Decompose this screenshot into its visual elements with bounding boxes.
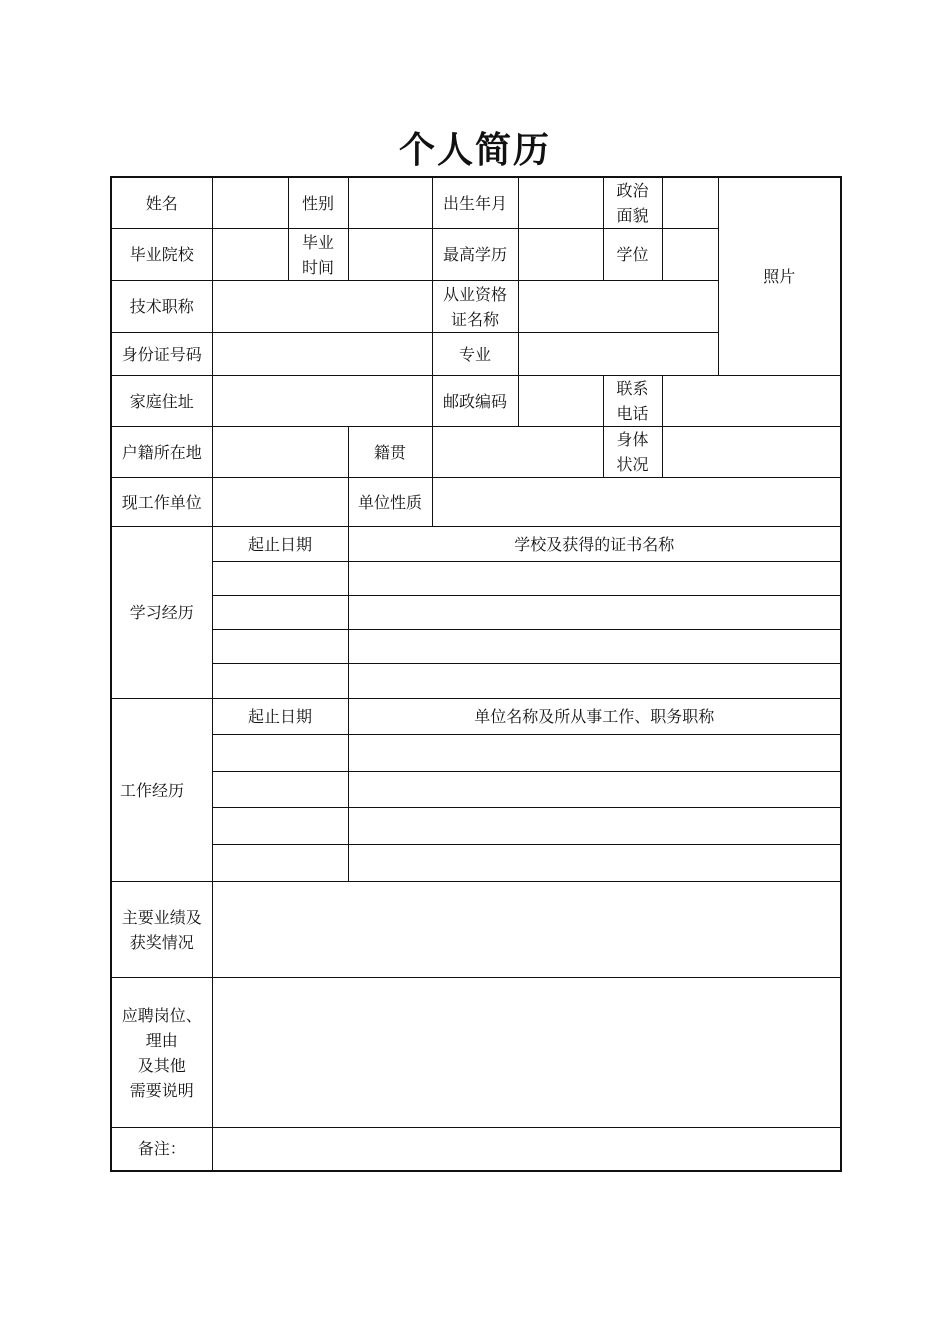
study-content-cell[interactable] xyxy=(348,596,841,630)
phone-field[interactable] xyxy=(662,376,841,427)
study-date-cell[interactable] xyxy=(212,596,348,630)
health-label: 身体 状况 xyxy=(603,427,662,478)
education-field[interactable] xyxy=(518,229,603,281)
work-content-cell[interactable] xyxy=(348,772,841,808)
id-number-field[interactable] xyxy=(212,333,432,376)
qualification-label: 从业资格 证名称 xyxy=(432,281,518,333)
gender-field[interactable] xyxy=(348,177,432,229)
native-place-label: 籍贯 xyxy=(348,427,432,478)
postcode-label: 邮政编码 xyxy=(432,376,518,427)
application-label: 应聘岗位、 理由 及其他 需要说明 xyxy=(111,978,212,1128)
major-field[interactable] xyxy=(518,333,718,376)
employer-field[interactable] xyxy=(212,478,348,527)
remarks-label: 备注： xyxy=(111,1128,212,1171)
work-date-cell[interactable] xyxy=(212,772,348,808)
political-status-label: 政治 面貌 xyxy=(603,177,662,229)
id-number-label: 身份证号码 xyxy=(111,333,212,376)
employer-label: 现工作单位 xyxy=(111,478,212,527)
achievements-field[interactable] xyxy=(212,882,841,978)
employer-type-label: 单位性质 xyxy=(348,478,432,527)
address-field[interactable] xyxy=(212,376,432,427)
name-field[interactable] xyxy=(212,177,288,229)
degree-field[interactable] xyxy=(662,229,718,281)
study-content-header: 学校及获得的证书名称 xyxy=(348,527,841,562)
employer-type-field[interactable] xyxy=(432,478,841,527)
school-label: 毕业院校 xyxy=(111,229,212,281)
birth-label: 出生年月 xyxy=(432,177,518,229)
health-field[interactable] xyxy=(662,427,841,478)
work-content-cell[interactable] xyxy=(348,735,841,772)
achievements-label: 主要业绩及 获奖情况 xyxy=(111,882,212,978)
remarks-field[interactable] xyxy=(212,1128,841,1171)
resume-form-table xyxy=(110,176,842,1172)
qualification-field[interactable] xyxy=(518,281,718,333)
education-label: 最高学历 xyxy=(432,229,518,281)
work-date-cell[interactable] xyxy=(212,808,348,845)
work-content-cell[interactable] xyxy=(348,845,841,882)
study-date-header: 起止日期 xyxy=(212,527,348,562)
study-content-cell[interactable] xyxy=(348,562,841,596)
major-label: 专业 xyxy=(432,333,518,376)
study-content-cell[interactable] xyxy=(348,664,841,699)
study-history-label: 学习经历 xyxy=(111,527,212,699)
political-status-field[interactable] xyxy=(662,177,718,229)
study-date-cell[interactable] xyxy=(212,630,348,664)
study-date-cell[interactable] xyxy=(212,562,348,596)
gender-label: 性别 xyxy=(288,177,348,229)
photo-label: 照片 xyxy=(763,267,796,286)
page-title: 个人简历 xyxy=(398,129,551,171)
hukou-field[interactable] xyxy=(212,427,348,478)
technical-title-field[interactable] xyxy=(212,281,432,333)
address-label: 家庭住址 xyxy=(111,376,212,427)
work-date-cell[interactable] xyxy=(212,735,348,772)
native-place-field[interactable] xyxy=(432,427,603,478)
study-content-cell[interactable] xyxy=(348,630,841,664)
name-label: 姓名 xyxy=(111,177,212,229)
work-content-header: 单位名称及所从事工作、职务职称 xyxy=(348,699,841,735)
work-history-label: 工作经历 xyxy=(111,699,212,882)
work-date-header: 起止日期 xyxy=(212,699,348,735)
work-date-cell[interactable] xyxy=(212,845,348,882)
work-content-cell[interactable] xyxy=(348,808,841,845)
graduation-time-field[interactable] xyxy=(348,229,432,281)
phone-label: 联系 电话 xyxy=(603,376,662,427)
degree-label: 学位 xyxy=(603,229,662,281)
graduation-time-label: 毕业 时间 xyxy=(288,229,348,281)
application-field[interactable] xyxy=(212,978,841,1128)
postcode-field[interactable] xyxy=(518,376,603,427)
photo-box[interactable] xyxy=(718,177,841,376)
school-field[interactable] xyxy=(212,229,288,281)
study-date-cell[interactable] xyxy=(212,664,348,699)
birth-field[interactable] xyxy=(518,177,603,229)
technical-title-label: 技术职称 xyxy=(111,281,212,333)
hukou-label: 户籍所在地 xyxy=(111,427,212,478)
